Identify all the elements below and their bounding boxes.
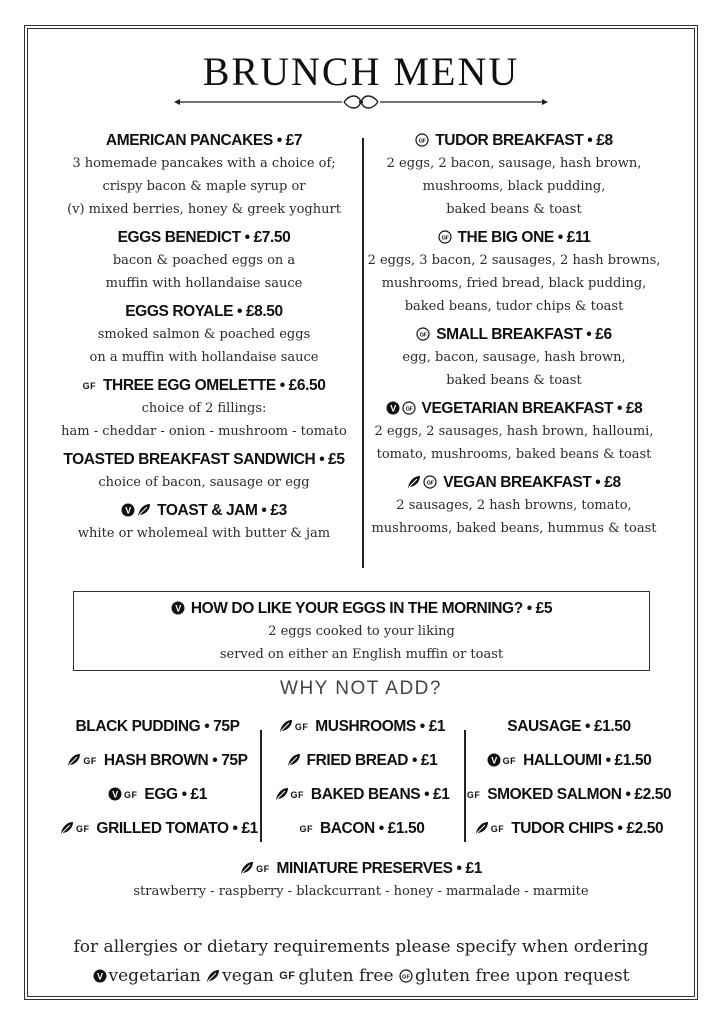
left-menu-column [44, 130, 364, 551]
svg-text:GF: GF [419, 332, 427, 339]
item-name: TOASTED BREAKFAST SANDWICH [63, 451, 316, 469]
separator-dot: • [275, 377, 289, 395]
item-name-price [364, 130, 664, 152]
add-on-name-price [264, 716, 460, 750]
allergy-footer [0, 933, 722, 991]
add-on-name: GRILLED TOMATO [96, 820, 229, 838]
svg-text:V: V [389, 403, 396, 414]
add-on-name: SMOKED SALMON [487, 786, 622, 804]
menu-item [364, 227, 664, 318]
add-on-name: HASH BROWN [103, 752, 209, 770]
add-on-name-price [466, 784, 672, 818]
menu-item [44, 130, 364, 221]
preserves-flavours: strawberry - raspberry - blackcurrant - honey - marmalade - marmite [133, 884, 589, 900]
item-name: TUDOR BREAKFAST [435, 132, 584, 149]
separator-dot: • [257, 502, 271, 520]
vegan-leaf-icon [137, 503, 151, 517]
svg-text:V: V [96, 971, 103, 982]
eggs-name-price [74, 598, 649, 620]
separator-dot: • [200, 718, 214, 735]
item-price: £8.50 [245, 303, 283, 320]
gluten-free-icon: GF [294, 722, 309, 732]
legend-vegetarian: vegetarian [108, 966, 201, 986]
legend-vegan: vegan [222, 966, 274, 986]
item-price: £7 [285, 132, 303, 149]
add-on-name: BACON [319, 820, 375, 838]
separator-dot: • [420, 786, 434, 804]
item-name-price [44, 227, 364, 249]
item-description: 3 homemade pancakes with a choice of; [72, 156, 336, 171]
item-description: choice of bacon, sausage or egg [98, 475, 310, 491]
vegetarian-icon [108, 787, 122, 801]
legend-gf-request: gluten free upon request [414, 966, 630, 986]
add-ons-column-1 [60, 716, 258, 852]
item-description: bacon & poached eggs on a [112, 253, 296, 268]
separator-dot: • [415, 718, 429, 736]
item-description: white or wholemeal with butter & jam [77, 526, 331, 542]
separator-dot: • [452, 860, 466, 878]
item-price: £8 [625, 400, 643, 417]
item-description: baked beans, tudor chips & toast [404, 299, 624, 314]
item-description: (v) mixed berries, honey & greek yoghurt [67, 202, 341, 217]
vegan-leaf-icon [287, 753, 301, 767]
allergy-note: for allergies or dietary requirements please specify when ordering [73, 937, 649, 957]
item-description: baked beans & toast [446, 373, 582, 388]
menu-item [364, 130, 664, 221]
vegan-leaf-icon [240, 861, 254, 875]
separator-dot: • [233, 303, 246, 320]
gluten-free-icon: GF [502, 756, 517, 766]
preserves-item [0, 858, 722, 903]
item-price: £6.50 [288, 377, 326, 395]
menu-item [364, 398, 664, 466]
separator-dot: • [582, 326, 596, 343]
add-on-name-price [60, 750, 255, 784]
item-description: baked beans & toast [446, 202, 582, 217]
separator-dot: • [177, 786, 191, 804]
item-description: choice of 2 fillings: [141, 401, 267, 417]
gluten-free-icon: GF [256, 864, 270, 874]
vegan-leaf-icon [60, 821, 74, 835]
add-on-name-price [264, 818, 460, 852]
menu-item [44, 449, 364, 494]
separator-dot: • [272, 132, 286, 149]
eggs-special-box [73, 591, 650, 671]
add-on-price: £1.50 [593, 718, 631, 735]
menu-item [44, 375, 364, 443]
separator-dot: • [581, 718, 594, 735]
item-name: THREE EGG OMELETTE [102, 377, 276, 395]
eggs-name: HOW DO LIKE YOUR EGGS IN THE MORNING? [190, 600, 523, 617]
separator-dot: • [208, 752, 222, 770]
item-price: £6 [595, 326, 612, 343]
item-price: £3 [270, 502, 287, 520]
vegan-leaf-icon [407, 475, 421, 489]
add-on-name: TUDOR CHIPS [511, 820, 614, 838]
menu-item [364, 472, 664, 540]
item-name: AMERICAN PANCAKES [105, 132, 273, 149]
item-price: £11 [566, 229, 591, 246]
add-on-price: £1 [433, 786, 450, 804]
item-description: ham - cheddar - onion - mushroom - tomato [61, 424, 347, 440]
gluten-free-icon: GF [290, 790, 304, 800]
eggs-price: £5 [535, 600, 553, 617]
item-price: £8 [596, 132, 613, 149]
menu-item [44, 227, 364, 295]
item-description: mushrooms, baked beans, hummus & toast [371, 521, 657, 536]
add-on-price: £1 [241, 820, 258, 838]
item-name-price [364, 398, 664, 420]
vegetarian-icon [386, 401, 400, 415]
item-name: EGGS BENEDICT [117, 229, 241, 246]
item-name: VEGAN BREAKFAST [443, 474, 592, 491]
item-name: VEGETARIAN BREAKFAST [421, 400, 614, 417]
right-menu-column [364, 130, 664, 546]
item-description: muffin with hollandaise sauce [105, 276, 303, 291]
svg-text:V: V [112, 789, 118, 800]
add-on-name-price [466, 716, 672, 750]
item-description: egg, bacon, sausage, hash brown, [402, 350, 626, 365]
item-name-price [44, 449, 364, 471]
vegetarian-icon [93, 969, 107, 983]
item-name-price [44, 500, 364, 522]
item-price: £5 [328, 451, 345, 469]
eggs-description: 2 eggs cooked to your liking [268, 624, 455, 639]
gluten-free-request-icon [402, 401, 416, 415]
svg-text:GF: GF [402, 974, 410, 981]
item-name: SMALL BREAKFAST [436, 326, 583, 343]
item-name-price [44, 301, 364, 323]
add-on-name-price [60, 716, 255, 750]
menu-item [364, 324, 664, 392]
add-on-price: £1 [420, 752, 438, 769]
gluten-free-icon: GF [299, 824, 314, 834]
add-ons-column-3 [466, 716, 672, 852]
gluten-free-icon: GF [76, 824, 90, 834]
vegetarian-icon [121, 503, 135, 517]
item-name-price [364, 227, 664, 249]
add-on-name-price [466, 750, 672, 784]
add-on-price: £1.50 [614, 752, 652, 770]
add-on-name-price [466, 818, 672, 852]
page-title: BRUNCH MENU [202, 49, 520, 94]
item-name-price [44, 375, 364, 397]
gluten-free-request-icon [399, 969, 413, 983]
item-description: 2 eggs, 3 bacon, 2 sausages, 2 hash browns, [367, 253, 661, 268]
add-on-price: £1.50 [387, 820, 425, 838]
item-price: £8 [604, 474, 621, 491]
item-name-price [44, 130, 364, 152]
preserves-price: £1 [465, 860, 482, 878]
add-on-price: £1 [190, 786, 207, 804]
add-ons-column-2 [264, 716, 460, 852]
item-description: 2 sausages, 2 hash browns, tomato, [396, 498, 632, 513]
add-on-name: MUSHROOMS [315, 718, 416, 736]
add-on-price: £2.50 [634, 786, 672, 804]
gluten-free-icon: GF [279, 970, 296, 982]
item-description: smoked salmon & poached eggs [97, 327, 311, 342]
gluten-free-icon: GF [83, 756, 97, 766]
vegan-leaf-icon [475, 821, 489, 835]
separator-dot: • [408, 752, 421, 769]
separator-dot: • [601, 752, 615, 770]
vegan-leaf-icon [279, 719, 293, 733]
item-name-price [364, 472, 664, 494]
legend-gluten-free: gluten free [298, 966, 394, 986]
preserves-name-price [0, 858, 722, 880]
menu-item [44, 500, 364, 545]
preserves-name: MINIATURE PRESERVES [276, 860, 453, 878]
gluten-free-icon: GF [82, 381, 97, 391]
item-name: EGGS ROYALE [125, 303, 234, 320]
item-name: TOAST & JAM [157, 502, 258, 520]
separator-dot: • [240, 229, 254, 246]
svg-text:V: V [490, 755, 497, 766]
item-name: THE BIG ONE [457, 229, 554, 246]
separator-dot: • [583, 132, 597, 149]
separator-dot: • [228, 820, 242, 838]
add-on-price: 75P [213, 718, 240, 735]
separator-dot: • [591, 474, 605, 491]
separator-dot: • [621, 786, 635, 804]
gluten-free-request-icon [423, 475, 437, 489]
add-on-name: FRIED BREAD [306, 752, 409, 769]
svg-text:GF: GF [441, 235, 448, 242]
gluten-free-icon: GF [490, 824, 505, 834]
add-on-name-price [60, 818, 258, 852]
svg-text:V: V [175, 603, 181, 614]
item-description: crispy bacon & maple syrup or [102, 179, 306, 194]
add-on-price: £1 [428, 718, 446, 736]
add-on-name: HALLOUMI [523, 752, 602, 770]
add-on-name-price [60, 784, 255, 818]
ornamental-divider [174, 92, 548, 112]
vegan-leaf-icon [67, 753, 81, 767]
separator-dot: • [522, 600, 536, 617]
gluten-free-request-icon [416, 327, 430, 341]
eggs-description: served on either an English muffin or toast [219, 647, 504, 662]
vegan-leaf-icon [275, 787, 289, 801]
item-description: 2 eggs, 2 sausages, hash brown, halloumi, [374, 424, 654, 439]
item-name-price [364, 324, 664, 346]
vegan-leaf-icon [206, 969, 220, 983]
add-on-name-price [264, 750, 460, 784]
dietary-legend [0, 962, 722, 991]
gluten-free-request-icon [438, 230, 452, 244]
add-on-name: BLACK PUDDING [75, 718, 201, 735]
add-on-name-price [264, 784, 460, 818]
add-on-price: 75P [221, 752, 248, 770]
separator-dot: • [553, 229, 567, 246]
why-not-add-heading: WHY NOT ADD? [280, 678, 442, 699]
add-on-name: BAKED BEANS [310, 786, 421, 804]
item-description: 2 eggs, 2 bacon, sausage, hash brown, [386, 156, 642, 171]
separator-dot: • [315, 451, 329, 469]
gluten-free-icon: GF [124, 790, 138, 800]
item-price: £7.50 [253, 229, 291, 246]
svg-text:GF: GF [426, 480, 434, 487]
menu-item [44, 301, 364, 369]
svg-text:V: V [125, 505, 131, 516]
add-ons-divider-1 [260, 730, 262, 842]
separator-dot: • [374, 820, 388, 838]
svg-text:GF: GF [418, 138, 426, 145]
separator-dot: • [613, 400, 626, 417]
vegetarian-icon [171, 601, 185, 615]
item-description: mushrooms, black pudding, [422, 179, 606, 194]
separator-dot: • [613, 820, 627, 838]
item-description: on a muffin with hollandaise sauce [89, 350, 319, 365]
item-description: mushrooms, fried bread, black pudding, [381, 276, 647, 291]
item-description: tomato, mushrooms, baked beans & toast [376, 447, 652, 462]
vegetarian-icon [487, 753, 501, 767]
add-on-price: £2.50 [626, 820, 664, 838]
add-on-name: SAUSAGE [507, 718, 582, 735]
gluten-free-icon: GF [466, 790, 481, 800]
gluten-free-request-icon [415, 133, 429, 147]
add-on-name: EGG [144, 786, 178, 804]
svg-text:GF: GF [405, 406, 413, 413]
